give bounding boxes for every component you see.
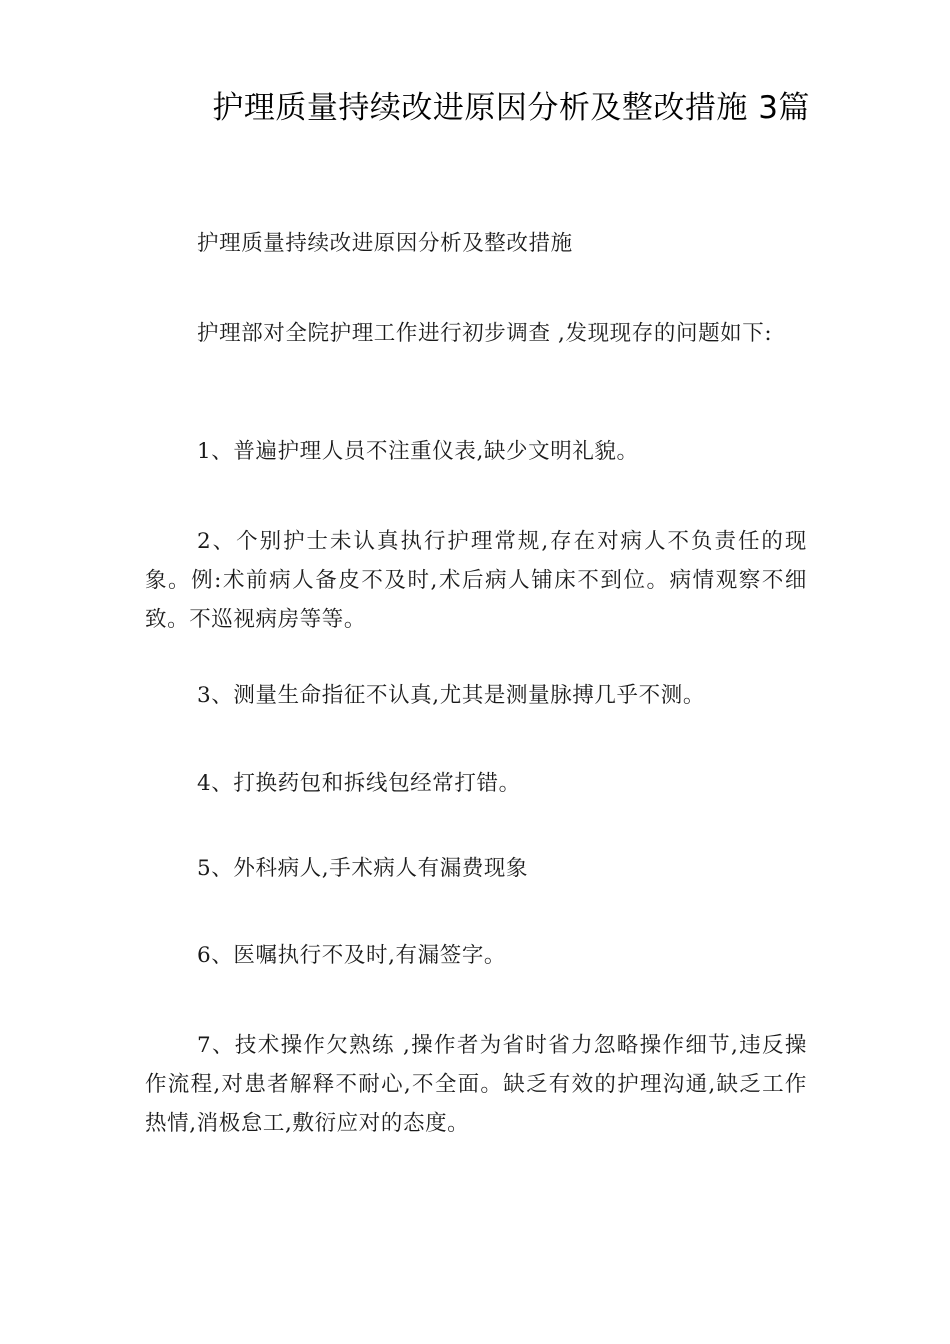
document-title: 护理质量持续改进原因分析及整改措施 3篇 [212,90,810,126]
list-item-6: 6、医嘱执行不及时,有漏签字。 [197,943,507,968]
list-item-3: 3、测量生命指征不认真,尤其是测量脉搏几乎不测。 [197,683,705,708]
intro-paragraph: 护理部对全院护理工作进行初步调查 ,发现现存的问题如下: [197,321,773,346]
list-item-5: 5、外科病人,手术病人有漏费现象 [197,856,529,881]
list-item-2: 2、个别护士未认真执行护理常规,存在对病人不负责任的现象。例:术前病人备皮不及时,术后病人铺床不到位。病情观察不细致。不巡视病房等等。 [145,529,807,632]
list-item-7: 7、技术操作欠熟练 ,操作者为省时省力忽略操作细节,违反操作流程,对患者解释不耐心,不全面。缺乏有效的护理沟通,缺乏工作热情,消极怠工,敷衍应对的态度。 [145,1033,807,1136]
section-heading: 护理质量持续改进原因分析及整改措施 [197,231,573,256]
list-item-4: 4、打换药包和拆线包经常打错。 [197,771,521,796]
list-item-1: 1、普遍护理人员不注重仪表,缺少文明礼貌。 [197,439,639,464]
